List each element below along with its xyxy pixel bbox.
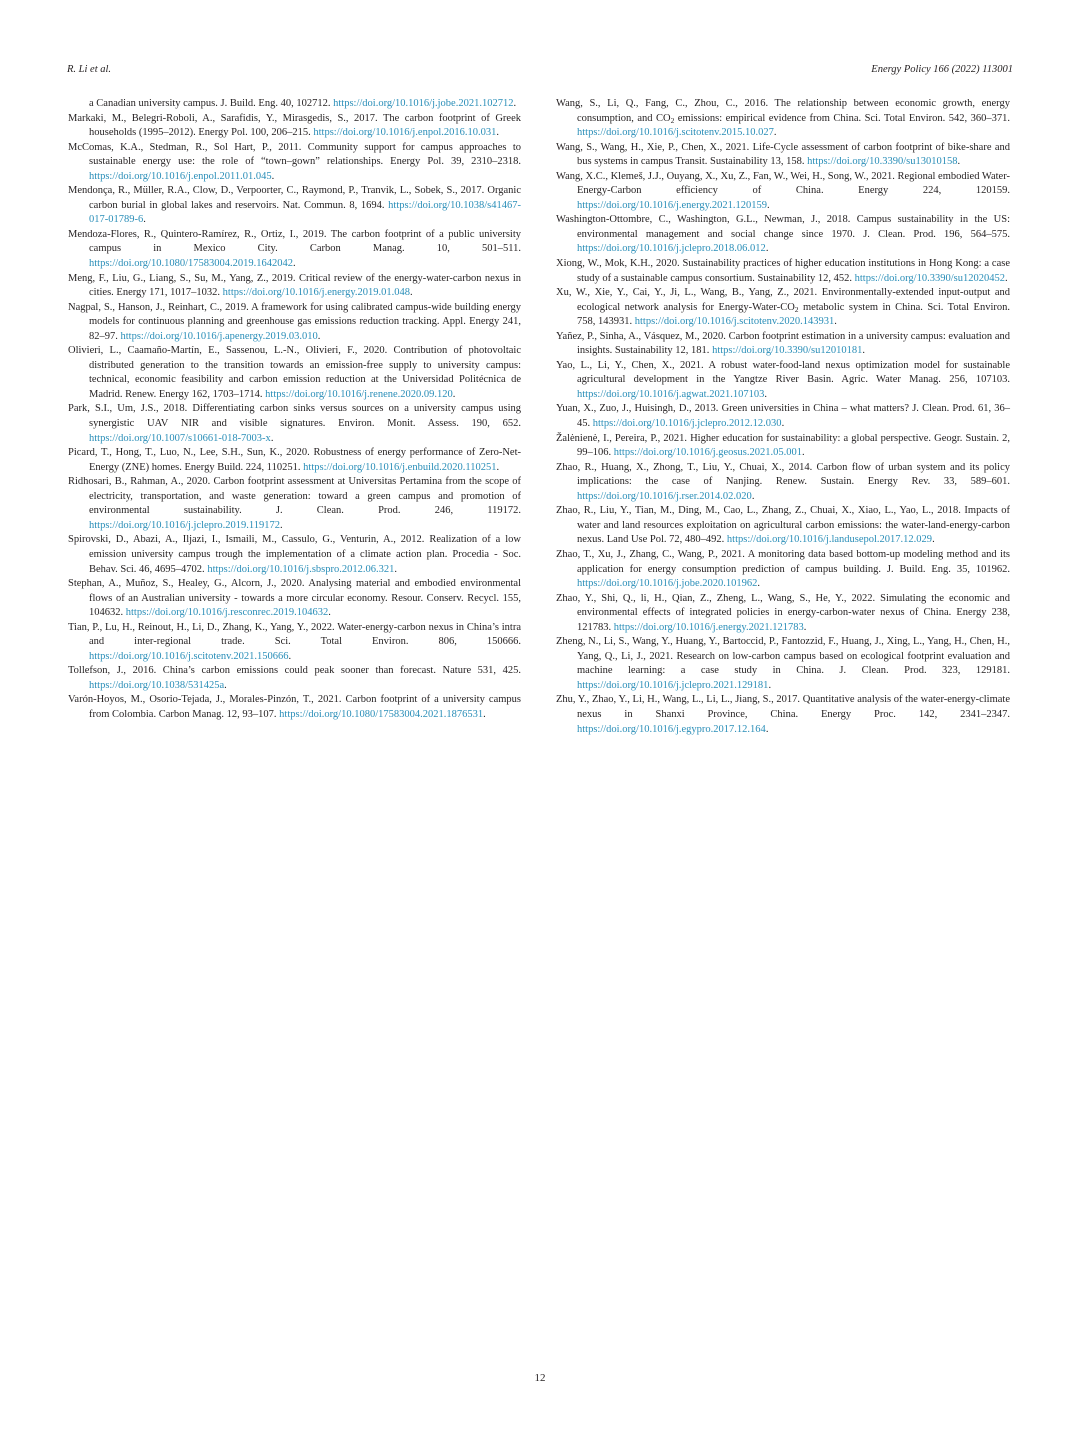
reference-text: Mendoza-Flores, R., Quintero-Ramírez, R., Ortiz, I., 2019. The carbon footprint of a public university campus in Mexico City. Carbon Manag. 10, 501–511. — [68, 228, 521, 255]
doi-link[interactable]: https://doi.org/10.1016/j.enpol.2016.10.031 — [313, 127, 497, 139]
doi-link[interactable]: https://doi.org/10.1016/j.rser.2014.02.020 — [577, 490, 752, 502]
reference-text: Stephan, A., Muñoz, S., Healey, G., Alcorn, J., 2020. Analysing material and embodied environmental flows of an Australian university - towards a more circular economy. Resour. Conserv. Recycl. 155, 104632. — [68, 578, 521, 619]
reference-entry: Meng, F., Liu, G., Liang, S., Su, M., Yang, Z., 2019. Critical review of the energy-water-carbon nexus in cities. Energy 171, 1017–1032. https://doi.org/10.1016/j.energy.2019.01.048. — [68, 272, 521, 299]
doi-link[interactable]: https://doi.org/10.1016/j.jobe.2020.101962 — [577, 578, 758, 590]
reference-entry: Xiong, W., Mok, K.H., 2020. Sustainability practices of higher education institutions in Hong Kong: a case study of a sustainable campus consortium. Sustainability 12, 452. https://doi.org/10.3390/su12020452. — [556, 258, 1010, 284]
subscript: 2 — [670, 115, 675, 125]
reference-text: Tian, P., Lu, H., Reinout, H., Li, D., Zhang, K., Yang, Y., 2022. Water-energy-carbon nexus in China’s intra and inter-regional trade. Sci. Total Environ. 806, 150666. — [68, 621, 521, 648]
doi-link[interactable]: https://doi.org/10.1016/j.agwat.2021.107103 — [577, 388, 765, 400]
doi-link[interactable]: https://doi.org/10.1016/j.renene.2020.09.120 — [265, 388, 453, 400]
reference-entry: Yuan, X., Zuo, J., Huisingh, D., 2013. Green universities in China – what matters? J. Clean. Prod. 61, 36–45. https://doi.org/10.1016/j.jclepro.2012.12.030. — [556, 403, 1010, 430]
reference-entry: a Canadian university campus. J. Build. Eng. 40, 102712. https://doi.org/10.1016/j.jobe.2021.102712. — [89, 98, 517, 109]
running-head — [67, 64, 1013, 80]
reference-text: Nagpal, S., Hanson, J., Reinhart, C., 2019. A framework for using calibrated campus-wide building energy models for continuous planning and greenhouse gas emissions reduction tracking. Appl. Energy 241, 82–97. — [68, 301, 521, 342]
reference-entry: Markaki, M., Belegri-Roboli, A., Sarafidis, Y., Mirasgedis, S., 2017. The carbon footprint of Greek households (1995–2012). Energy Pol. 100, 206–215. https://doi.org/10.1016/j.enpol.2016.10.031. — [68, 112, 521, 139]
reference-text: Wang, X.C., Klemeš, J.J., Ouyang, X., Xu, Z., Fan, W., Wei, H., Song, W., 2021. Regional embodied Water-Energy-Carbon efficiency of China. Energy 224, 120159. — [556, 170, 1010, 197]
reference-text: Xu, W., Xie, Y., Cai, Y., Ji, L., Wang, B., Yang, Z., 2021. Environmentally-extended input-output and ecological network analysis for Energy-Water-CO — [556, 287, 1010, 313]
reference-column-right — [556, 97, 1010, 737]
reference-entry: Zhu, Y., Zhao, Y., Li, H., Wang, L., Li, L., Jiang, S., 2017. Quantitative analysis of the water-energy-climate nexus in Shanxi Province, China. Energy Proc. 142, 2341–2347. https://doi.org/10.1016/j.egypro.2017.12.164. — [556, 694, 1010, 735]
reference-entry: Tian, P., Lu, H., Reinout, H., Li, D., Zhang, K., Yang, Y., 2022. Water-energy-carbon nexus in China’s intra and inter-regional trade. Sci. Total Environ. 806, 150666. https://doi.org/10.1016/j.scitotenv.2021.150666. — [68, 621, 521, 662]
reference-text: Yañez, P., Sinha, A., Vásquez, M., 2020. Carbon footprint estimation in a university campus: evaluation and insights. Sustainability 12, 181. — [556, 330, 1010, 357]
reference-entry: Žalėnienė, I., Pereira, P., 2021. Higher education for sustainability: a global perspective. Geogr. Sustain. 2, 99–106. https://doi.org/10.1016/j.geosus.2021.05.001. — [556, 432, 1010, 459]
reference-text: Markaki, M., Belegri-Roboli, A., Sarafidis, Y., Mirasgedis, S., 2017. The carbon footprint of Greek households (1995–2012). Energy Pol. 100, 206–215. — [68, 112, 521, 139]
doi-link[interactable]: https://doi.org/10.1016/j.scitotenv.2020.143931 — [634, 316, 835, 328]
reference-entry: Nagpal, S., Hanson, J., Reinhart, C., 2019. A framework for using calibrated campus-wide building energy models for continuous planning and greenhouse gas emissions reduction tracking. Appl. Energy 241, 82–97. https://doi.org/10.1016/j.apenergy.2019.03.010. — [68, 301, 521, 342]
doi-link[interactable]: https://doi.org/10.1016/j.sbspro.2012.06.321 — [207, 563, 395, 575]
reference-entry: Wang, X.C., Klemeš, J.J., Ouyang, X., Xu, Z., Fan, W., Wei, H., Song, W., 2021. Regional embodied Water-Energy-Carbon efficiency of China. Energy 224, 120159. https://doi.org/10.1016/j.energy.2021.120159. — [556, 170, 1010, 211]
reference-text: Tollefson, J., 2016. China’s carbon emissions could peak sooner than forecast. Nature 531, 425. — [68, 665, 521, 677]
reference-entry: Varón-Hoyos, M., Osorio-Tejada, J., Morales-Pinzón, T., 2021. Carbon footprint of a university campus from Colombia. Carbon Manag. 12, 93–107. https://doi.org/10.1080/17583004.2021.1876531. — [68, 694, 521, 720]
reference-entry: Picard, T., Hong, T., Luo, N., Lee, S.H., Sun, K., 2020. Robustness of energy performance of Zero-Net-Energy (ZNE) homes. Energy Build. 224, 110251. https://doi.org/10.1016/j.enbuild.2020.110251. — [68, 447, 521, 473]
reference-entry: Yañez, P., Sinha, A., Vásquez, M., 2020. Carbon footprint estimation in a university campus: evaluation and insights. Sustainability 12, 181. https://doi.org/10.3390/su12010181. — [556, 330, 1010, 357]
reference-entry: Zhao, T., Xu, J., Zhang, C., Wang, P., 2021. A monitoring data based bottom-up modeling method and its application for energy consumption prediction of campus building. J. Build. Eng. 35, 101962. https://doi.org/10.1016/j.jobe.2020.101962. — [556, 548, 1010, 590]
reference-text: Picard, T., Hong, T., Luo, N., Lee, S.H., Sun, K., 2020. Robustness of energy performance of Zero-Net-Energy (ZNE) homes. Energy Build. 224, 110251. — [68, 447, 521, 473]
reference-text: metabolic system in China. Sci. Total Environ. 758, 143931. — [577, 301, 1010, 328]
doi-link[interactable]: https://doi.org/10.1016/j.jclepro.2012.12.030 — [592, 418, 782, 430]
doi-link[interactable]: https://doi.org/10.1016/j.enbuild.2020.110251 — [303, 461, 497, 473]
reference-entry: McComas, K.A., Stedman, R., Sol Hart, P., 2011. Community support for campus approaches to sustainable energy use: the role of “town–gown” relationships. Energy Pol. 39, 2310–2318. https://doi.org/10.1016/j.enpol.2011.01.045. — [68, 141, 521, 182]
reference-text: Varón-Hoyos, M., Osorio-Tejada, J., Morales-Pinzón, T., 2021. Carbon footprint of a university campus from Colombia. Carbon Manag. 12, 93–107. — [68, 694, 521, 720]
reference-text: Xiong, W., Mok, K.H., 2020. Sustainability practices of higher education institutions in Hong Kong: a case study of a sustainable campus consortium. Sustainability 12, 452. — [556, 258, 1010, 284]
doi-link[interactable]: https://doi.org/10.1016/j.energy.2019.01.048 — [222, 287, 411, 299]
doi-link[interactable]: https://doi.org/10.1016/j.geosus.2021.05.001 — [613, 447, 802, 459]
reference-entry: Mendonça, R., Müller, R.A., Clow, D., Verpoorter, C., Raymond, P., Tranvik, L., Sobek, S., 2017. Organic carbon burial in global lakes and reservoirs. Nat. Commun. 8, 1694. https://doi.org/10.1038/s41467-017-01789-6. — [68, 185, 521, 226]
reference-entry: Zheng, N., Li, S., Wang, Y., Huang, Y., Bartoccid, P., Fantozzid, F., Huang, J., Xing, L., Yang, H., Chen, H., Yang, Q., Li, J., 2021. Research on low-carbon campus based on ecological footprint evaluation and machine learning: a case study in China. J. Clean. Prod. 323, 129181. https://doi.org/10.1016/j.jclepro.2021.129181. — [556, 636, 1010, 691]
doi-link[interactable]: https://doi.org/10.3390/su13010158 — [807, 156, 958, 168]
reference-entry: Zhao, R., Huang, X., Zhong, T., Liu, Y., Chuai, X., 2014. Carbon flow of urban system and its policy implications: the case of Nanjing. Renew. Sustain. Energy Rev. 33, 589–601. https://doi.org/10.1016/j.rser.2014.02.020. — [556, 461, 1010, 502]
reference-entry: Olivieri, L., Caamaño-Martín, E., Sassenou, L.-N., Olivieri, F., 2020. Contribution of photovoltaic distributed generation to the transition towards an emission-free supply to university campus: technical, economic feasibility and carbon emission reduction at the Universidad Politécnica de Madrid. Renew. Energy 162, 1703–1714. https://doi.org/10.1016/j.renene.2020.09.120. — [68, 345, 521, 400]
reference-text: Zhu, Y., Zhao, Y., Li, H., Wang, L., Li, L., Jiang, S., 2017. Quantitative analysis of the water-energy-climate nexus in Shanxi Province, China. Energy Proc. 142, 2341–2347. — [556, 694, 1010, 720]
doi-link[interactable]: https://doi.org/10.1016/j.energy.2021.120159 — [577, 199, 767, 211]
reference-text: emissions: empirical evidence from China. Sci. Total Environ. 542, 360–371. — [674, 112, 1010, 124]
doi-link[interactable]: https://doi.org/10.3390/su12020452 — [854, 272, 1005, 284]
doi-link[interactable]: https://doi.org/10.1016/j.egypro.2017.12.164 — [577, 723, 766, 735]
doi-link[interactable]: https://doi.org/10.1080/17583004.2019.1642042 — [89, 258, 293, 270]
doi-link[interactable]: https://doi.org/10.1016/j.landusepol.2017.12.029 — [726, 534, 933, 546]
doi-link[interactable]: https://doi.org/10.1016/j.enpol.2011.01.045 — [89, 170, 272, 182]
reference-text: Washington-Ottombre, C., Washington, G.L., Newman, J., 2018. Campus sustainability in the US: environmental management and social change since 1970. J. Clean. Prod. 196, 564–575. — [556, 214, 1010, 240]
reference-column-left — [68, 97, 521, 723]
reference-entry: Wang, S., Li, Q., Fang, C., Zhou, C., 2016. The relationship between economic growth, energy consumption, and $CO_2$ emissions: empirical evidence from China. Sci. Total Environ. 542, 360–371. https://doi.org/10.1016/j.scitotenv.2015.10.027. — [556, 98, 1010, 139]
doi-link[interactable]: https://doi.org/10.1038/s41467-017-01789-6 — [89, 199, 521, 226]
reference-text: Wang, S., Wang, H., Xie, P., Chen, X., 2021. Life-Cycle assessment of carbon footprint of bike-share and bus systems in campus Transit. Sustainability 13, 158. — [556, 141, 1010, 168]
reference-text: Zhao, R., Huang, X., Zhong, T., Liu, Y., Chuai, X., 2014. Carbon flow of urban system and its policy implications: the case of Nanjing. Renew. Sustain. Energy Rev. 33, 589–601. — [556, 461, 1010, 488]
doi-link[interactable]: https://doi.org/10.1007/s10661-018-7003-x — [89, 432, 271, 444]
reference-text: Zhao, R., Liu, Y., Tian, M., Ding, M., Cao, L., Zhang, Z., Chuai, X., Xiao, L., Yao, L., 2018. Impacts of water and land resources exploitation on agricultural carbon emissions: the water-land-energy-carbon nexus. Land Use Pol. 72, 480–492. — [556, 505, 1010, 546]
reference-entry: Washington-Ottombre, C., Washington, G.L., Newman, J., 2018. Campus sustainability in the US: environmental management and social change since 1970. J. Clean. Prod. 196, 564–575. https://doi.org/10.1016/j.jclepro.2018.06.012. — [556, 214, 1010, 255]
doi-link[interactable]: https://doi.org/10.1016/j.jclepro.2018.06.012 — [577, 243, 766, 255]
reference-text: Zheng, N., Li, S., Wang, Y., Huang, Y., Bartoccid, P., Fantozzid, F., Huang, J., Xing, L., Yang, H., Chen, H., Yang, Q., Li, J., 2021. Research on low-carbon campus based on ecological footprint evaluation and machine learning: a case study in China. J. Clean. Prod. 323, 129181. — [556, 636, 1010, 677]
reference-text: a Canadian university campus. J. Build. Eng. 40, 102712. — [89, 98, 334, 109]
doi-link[interactable]: https://doi.org/10.1038/531425a — [89, 679, 225, 691]
reference-entry: Zhao, R., Liu, Y., Tian, M., Ding, M., Cao, L., Zhang, Z., Chuai, X., Xiao, L., Yao, L., 2018. Impacts of water and land resources exploitation on agricultural carbon emissions: the water-land-energy-carbon nexus. Land Use Pol. 72, 480–492. https://doi.org/10.1016/j.landusepol.2017.12.029. — [556, 505, 1010, 546]
reference-entry: Xu, W., Xie, Y., Cai, Y., Ji, L., Wang, B., Yang, Z., 2021. Environmentally-extended input-output and ecological network analysis for Energy-$Water-CO_2$ metabolic system in China. Sci. Total Environ. 758, 143931. https://doi.org/10.1016/j.scitotenv.2020.143931. — [556, 287, 1010, 328]
page-number: 12 — [534, 1372, 546, 1384]
reference-entry: Mendoza-Flores, R., Quintero-Ramírez, R., Ortiz, I., 2019. The carbon footprint of a public university campus in Mexico City. Carbon Manag. 10, 501–511. https://doi.org/10.1080/17583004.2019.1642042. — [68, 228, 521, 270]
reference-text: Meng, F., Liu, G., Liang, S., Su, M., Yang, Z., 2019. Critical review of the energy-water-carbon nexus in cities. Energy 171, 1017–1032. — [68, 272, 521, 299]
reference-text: Žalėnienė, I., Pereira, P., 2021. Higher education for sustainability: a global perspective. Geogr. Sustain. 2, 99–106. — [556, 432, 1010, 459]
reference-text: Zhao, Y., Shi, Q., li, H., Qian, Z., Zheng, L., Wang, S., He, Y., 2022. Simulating the economic and environmental effects of integrated policies in energy-carbon-water nexus of China. Energy 238, 121783. — [556, 592, 1010, 633]
reference-text: Wang, S., Li, Q., Fang, C., Zhou, C., 2016. The relationship between economic growth, energy consumption, and CO — [556, 98, 1010, 124]
doi-link[interactable]: https://doi.org/10.1016/j.scitotenv.2021.150666 — [89, 650, 289, 662]
running-head-authors: R. Li et al. — [67, 64, 112, 75]
reference-entry: Stephan, A., Muñoz, S., Healey, G., Alcorn, J., 2020. Analysing material and embodied environmental flows of an Australian university - towards a more circular economy. Resour. Conserv. Recycl. 155, 104632. https://doi.org/10.1016/j.resconrec.2019.104632. — [68, 578, 521, 619]
reference-text: Zhao, T., Xu, J., Zhang, C., Wang, P., 2021. A monitoring data based bottom-up modeling method and its application for energy consumption prediction of campus building. J. Build. Eng. 35, 101962. — [556, 548, 1010, 575]
reference-entry: Park, S.I., Um, J.S., 2018. Differentiating carbon sinks versus sources on a university campus using synergistic UAV NIR and visible signatures. Environ. Monit. Assess. 190, 652. https://doi.org/10.1007/s10661-018-7003-x. — [68, 403, 521, 444]
reference-text: Olivieri, L., Caamaño-Martín, E., Sassenou, L.-N., Olivieri, F., 2020. Contribution of photovoltaic distributed generation to the transition towards an emission-free supply to university campus: technical, economic feasibility and carbon emission reduction at the Universidad Politécnica de Madrid. Renew. Energy 162, 1703–1714. — [68, 345, 521, 400]
reference-entry: Zhao, Y., Shi, Q., li, H., Qian, Z., Zheng, L., Wang, S., He, Y., 2022. Simulating the economic and environmental effects of integrated policies in energy-carbon-water nexus of China. Energy 238, 121783. https://doi.org/10.1016/j.energy.2021.121783. — [556, 592, 1010, 633]
reference-text: Mendonça, R., Müller, R.A., Clow, D., Verpoorter, C., Raymond, P., Tranvik, L., Sobek, S., 2017. Organic carbon burial in global lakes and reservoirs. Nat. Commun. 8, 1694. — [68, 185, 521, 211]
doi-link[interactable]: https://doi.org/10.1016/j.energy.2021.121783 — [613, 621, 804, 633]
doi-link[interactable]: https://doi.org/10.1016/j.jobe.2021.102712 — [333, 98, 514, 109]
doi-link[interactable]: https://doi.org/10.1080/17583004.2021.1876531 — [279, 708, 484, 720]
reference-text: Yao, L., Li, Y., Chen, X., 2021. A robust water-food-land nexus optimization model for sustainable agricultural development in the Yangtze River Basin. Agric. Water Manag. 256, 107103. — [556, 359, 1010, 386]
reference-entry: Yao, L., Li, Y., Chen, X., 2021. A robust water-food-land nexus optimization model for sustainable agricultural development in the Yangtze River Basin. Agric. Water Manag. 256, 107103. https://doi.org/10.1016/j.agwat.2021.107103. — [556, 359, 1010, 400]
doi-link[interactable]: https://doi.org/10.1016/j.jclepro.2021.129181 — [577, 679, 769, 691]
reference-entry: Ridhosari, B., Rahman, A., 2020. Carbon footprint assessment at Universitas Pertamina from the scope of electricity, transportation, and waste generation: toward a green campus and promotion of environmental sustainability. J. Clean. Prod. 246, 119172. https://doi.org/10.1016/j.jclepro.2019.119172. — [68, 476, 521, 531]
doi-link[interactable]: https://doi.org/10.1016/j.scitotenv.2015.10.027 — [577, 127, 774, 139]
reference-text: Yuan, X., Zuo, J., Huisingh, D., 2013. Green universities in China – what matters? J. Clean. Prod. 61, 36–45. — [556, 403, 1010, 430]
reference-text: Ridhosari, B., Rahman, A., 2020. Carbon footprint assessment at Universitas Pertamina from the scope of electricity, transportation, and waste generation: toward a green campus and promotion of environmental sustainability. J. Clean. Prod. 246, 119172. — [68, 476, 521, 517]
doi-link[interactable]: https://doi.org/10.1016/j.resconrec.2019.104632 — [125, 607, 329, 619]
reference-text: McComas, K.A., Stedman, R., Sol Hart, P., 2011. Community support for campus approaches to sustainable energy use: the role of “town–gown” relationships. Energy Pol. 39, 2310–2318. — [68, 141, 521, 168]
reference-entry: Wang, S., Wang, H., Xie, P., Chen, X., 2021. Life-Cycle assessment of carbon footprint of bike-share and bus systems in campus Transit. Sustainability 13, 158. https://doi.org/10.3390/su13010158. — [556, 141, 1010, 168]
running-head-journal: Energy Policy 166 (2022) 113001 — [871, 64, 1013, 75]
doi-link[interactable]: https://doi.org/10.1016/j.apenergy.2019.03.010 — [120, 330, 318, 342]
reference-text: Spirovski, D., Abazi, A., Iljazi, I., Ismaili, M., Cassulo, G., Venturin, A., 2012. Realization of a low emission university campus trough the implementation of a climate action plan. Procedia - Soc. Behav. Sci. 46, 4695–4702. — [68, 534, 521, 575]
doi-link[interactable]: https://doi.org/10.3390/su12010181 — [712, 345, 863, 357]
subscript: 2 — [794, 304, 799, 314]
doi-link[interactable]: https://doi.org/10.1016/j.jclepro.2019.119172 — [89, 519, 281, 531]
reference-text: Park, S.I., Um, J.S., 2018. Differentiating carbon sinks versus sources on a university campus using synergistic UAV NIR and visible signatures. Environ. Monit. Assess. 190, 652. — [68, 403, 521, 430]
reference-entry: Spirovski, D., Abazi, A., Iljazi, I., Ismaili, M., Cassulo, G., Venturin, A., 2012. Realization of a low emission university campus trough the implementation of a climate action plan. Procedia - Soc. Behav. Sci. 46, 4695–4702. https://doi.org/10.1016/j.sbspro.2012.06.321. — [68, 534, 521, 575]
reference-entry: Tollefson, J., 2016. China’s carbon emissions could peak sooner than forecast. Nature 531, 425. https://doi.org/10.1038/531425a. — [68, 665, 521, 691]
